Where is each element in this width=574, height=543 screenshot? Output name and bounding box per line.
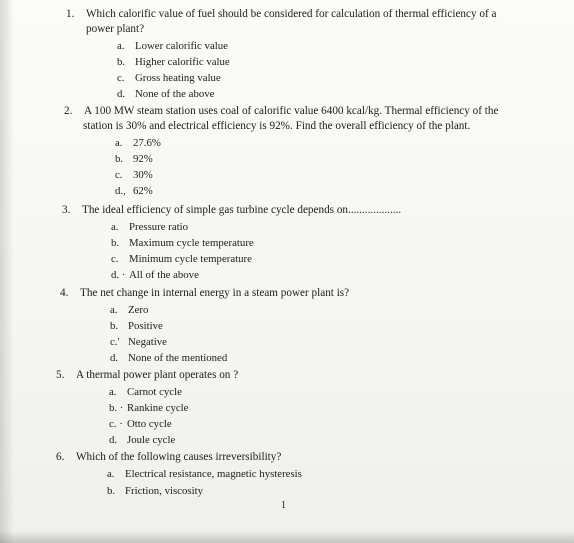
- option-text: 27.6%: [133, 137, 161, 149]
- option: [111, 236, 254, 250]
- option-text: Pressure ratio: [129, 221, 189, 233]
- question-number: 2.: [64, 105, 73, 117]
- option: [117, 71, 221, 85]
- question-number: 3.: [62, 204, 71, 216]
- option-text: Gross heating value: [135, 72, 221, 84]
- option-text: Otto cycle: [127, 418, 172, 430]
- option-text: None of the mentioned: [128, 352, 228, 364]
- option-text: Rankine cycle: [127, 402, 189, 414]
- option: [111, 268, 199, 282]
- option-letter: b.: [117, 56, 126, 68]
- option-letter: a.: [107, 468, 115, 480]
- option: [115, 168, 153, 182]
- option-text: Positive: [128, 320, 163, 332]
- option: [107, 484, 203, 498]
- option-letter: c.: [117, 72, 125, 84]
- question-5: [56, 368, 238, 383]
- option-letter: d.: [110, 352, 119, 364]
- option-letter: a.: [110, 304, 118, 316]
- question-text: The ideal efficiency of simple gas turbine cycle depends on...................: [82, 204, 402, 216]
- question-number: 4.: [60, 287, 69, 299]
- option: [110, 351, 227, 365]
- question-number: 6.: [56, 451, 65, 463]
- option: [111, 220, 188, 234]
- question-2: [64, 104, 498, 119]
- option: [109, 385, 182, 399]
- option-letter: a.: [111, 221, 119, 233]
- option: [109, 433, 175, 447]
- option-letter: d. ·: [111, 269, 126, 281]
- option: [115, 152, 153, 166]
- option-letter: c.': [110, 336, 120, 348]
- option: [117, 87, 214, 101]
- option-text: 92%: [133, 153, 153, 165]
- option: [110, 335, 167, 349]
- question-text: Which calorific value of fuel should be considered for calculation of thermal efficiency of a: [86, 8, 497, 20]
- option-text: Joule cycle: [127, 434, 176, 446]
- question-number: 5.: [56, 369, 65, 381]
- option: [117, 55, 230, 69]
- option-letter: c. ·: [109, 418, 123, 430]
- option-letter: c.: [111, 253, 119, 265]
- option-letter: d.: [109, 434, 118, 446]
- option-letter: d.: [117, 88, 126, 100]
- option-text: Higher calorific value: [135, 56, 230, 68]
- option: [110, 303, 148, 317]
- option: [115, 136, 161, 150]
- option-text: 62%: [133, 185, 153, 197]
- option-text: Carnot cycle: [127, 386, 182, 398]
- question-4: [60, 286, 349, 301]
- option-text: Negative: [128, 336, 167, 348]
- page-number: 1: [281, 500, 286, 511]
- question-1: [66, 7, 496, 22]
- option-letter: d.,: [115, 185, 126, 197]
- option: [117, 39, 228, 53]
- question-text: Which of the following causes irreversibility?: [76, 451, 282, 463]
- option: [109, 401, 188, 415]
- option-letter: b.: [110, 320, 119, 332]
- option-text: None of the above: [135, 88, 215, 100]
- question-text: A thermal power plant operates on ?: [76, 369, 239, 381]
- option-text: Zero: [128, 304, 149, 316]
- question-text-continued: station is 30% and electrical efficiency is 92%. Find the overall efficiency of the plant.: [83, 120, 471, 132]
- option-letter: b.: [115, 153, 124, 165]
- option-letter: a.: [109, 386, 117, 398]
- option-letter: a.: [115, 137, 123, 149]
- option-text: All of the above: [129, 269, 199, 281]
- option: [107, 467, 302, 481]
- question-6: [56, 450, 281, 465]
- option-letter: a.: [117, 40, 125, 52]
- question-text-continued: power plant?: [86, 23, 145, 35]
- question-text: A 100 MW steam station uses coal of calorific value 6400 kcal/kg. Thermal efficiency of the: [84, 105, 499, 117]
- option-letter: b. ·: [109, 402, 124, 414]
- option-text: Lower calorific value: [135, 40, 228, 52]
- option-text: Friction, viscosity: [125, 485, 203, 497]
- question-text: The net change in internal energy in a steam power plant is?: [80, 287, 350, 299]
- option-letter: c.: [115, 169, 123, 181]
- option-text: Maximum cycle temperature: [129, 237, 254, 249]
- question-number: 1.: [66, 8, 75, 20]
- option-letter: b.: [111, 237, 120, 249]
- option: [115, 184, 153, 198]
- option: [110, 319, 163, 333]
- question-3: [62, 203, 401, 218]
- option-text: 30%: [133, 169, 153, 181]
- option: [111, 252, 252, 266]
- option: [109, 417, 172, 431]
- option-letter: b.: [107, 485, 116, 497]
- option-text: Electrical resistance, magnetic hysteresis: [125, 468, 302, 480]
- option-text: Minimum cycle temperature: [129, 253, 252, 265]
